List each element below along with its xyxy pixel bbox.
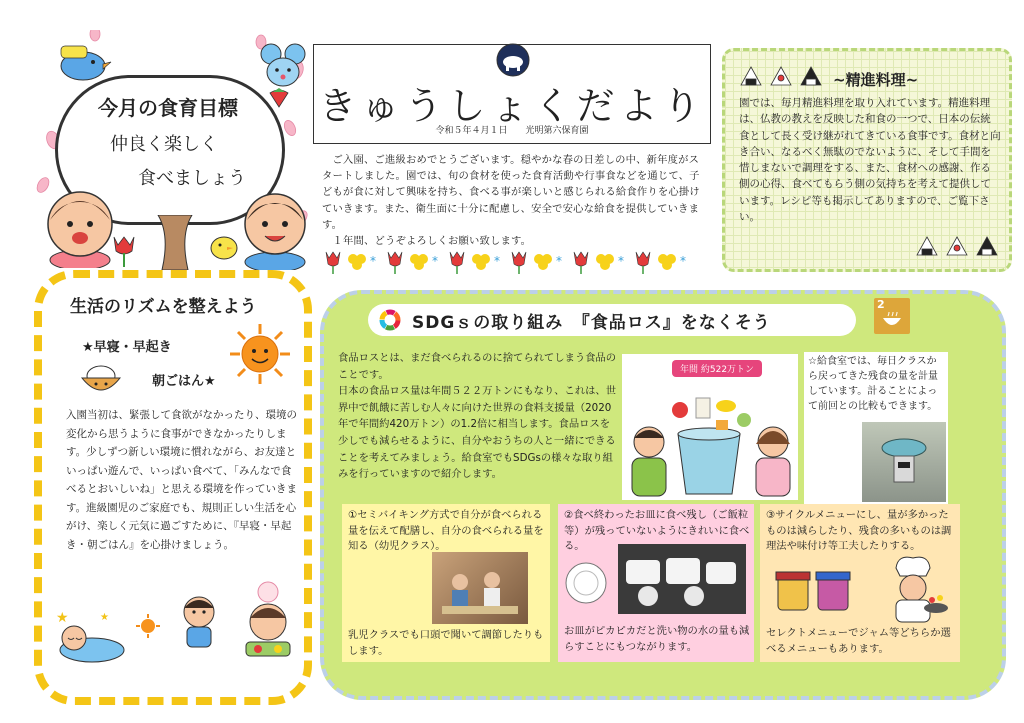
plates-icon xyxy=(624,552,740,608)
plate-icon xyxy=(562,560,610,606)
small-sun-icon xyxy=(136,614,160,638)
boy-illustration-icon xyxy=(626,424,672,498)
goal-heading: 今月の食育目標 xyxy=(98,96,238,120)
card-1-title: ①セミバイキング方式で自分が食べられる量を伝えて配膳し、自分の食べられる量を知る（幼児クラス）。 xyxy=(348,509,544,552)
food-loss-intro: 食品ロスとは、まだ食べられるのに捨てられてしまう食品のことです。 日本の食品ロス量は年間５２２万トンにもなり、これは、世界中で飢餓に苦しむ人々に向けた世界の食料支援量（2020年で年間約420万トン）の1.2倍に相当します。食品ロスを少しでも減らせるように、自分やおうちの人と一緒にできることを考えてみましょう。給食室でもSDGsの様々な取り組みを行っていますので紹介します。 xyxy=(338,352,617,481)
kitchen-note-text: ☆給食室では、毎日クラスから戻ってきた残食の量を計量しています。計ることによって前回との比較もできます。 xyxy=(808,356,938,412)
rhythm-body: 入園当初は、緊張して食欲がなかったり、環境の変化から思うように食事ができなかったりします。少しずつ新しい環境に慣れながら、お友達といっぱい遊んで、いっぱい食べて、「みんなで食べるとおいしいね」と思える環境を作っていきます。進級園児のご家庭でも、規則正しい生活を心がけ、楽しく元気に過ごすために、『早寝・早起き・朝ごはん』を心掛けましょう。 xyxy=(66,409,297,551)
girl-illustration-icon xyxy=(750,424,796,498)
boy-child-icon xyxy=(235,182,315,270)
shojin-heading: ~精進料理~ xyxy=(833,71,919,89)
scale-icon xyxy=(876,434,932,490)
bird-icon xyxy=(53,40,113,85)
empty-plates-photo xyxy=(618,544,746,614)
shojin-ryori-section xyxy=(722,48,1012,272)
shojin-body: 園では、毎月精進料理を取り入れています。精進料理は、仏教の教えを反映した和食の一つで、日本の伝統食として長く受け継がれてきている食事です。食材と向き合い、なるべく無駄のでないように、そして手間を惜しまないで調理をする、また、食材への感謝、作る側の心得、食べてもらう側の気持ちを考えて提供しています。レシピ等も掲示してありますので、ご覧下さい。 xyxy=(739,97,1001,224)
goal-line-2: 食べましょう xyxy=(138,168,246,189)
onigiri-icon-bottom xyxy=(915,235,1001,259)
illustration-label: 年間 約522万トン xyxy=(672,360,762,377)
sdg-goal-number: 2 xyxy=(877,298,885,311)
bowl-icon xyxy=(882,312,902,330)
svg-text:★: ★ xyxy=(56,610,69,626)
goal-section xyxy=(35,30,315,270)
card-1-bottom: 乳児クラスでも口頭で聞いて調節したりもします。 xyxy=(348,629,544,657)
sleeping-child-icon xyxy=(52,608,132,668)
action-card-2 xyxy=(558,504,754,662)
kitchen-measure-note xyxy=(804,352,948,504)
card-2-title: ②食べ終わったお皿に食べ残し（ご飯粒等）が残っていないようにきれいに食べる。 xyxy=(564,509,750,552)
life-rhythm-section xyxy=(34,270,312,705)
school-logo-icon xyxy=(496,43,530,77)
slogan-early: ★早寝・早起き xyxy=(82,340,172,355)
sdgs-wheel-icon xyxy=(378,308,402,332)
girl-child-icon xyxy=(40,180,120,268)
food-loss-illustration xyxy=(622,354,798,500)
greeting-text: ご入園、ご進級おめでとうございます。穏やかな春の日差しの中、新年度がスタートしました。園では、旬の食材を使った食育活動や行事食などを通じて、子どもが食に対して興味を持ち、食べる事が楽しいと感じられる給食作りを心掛けていきます。また、衛生面に十分に配慮し、安全で安心な給食を提供していきます。 １年間、どうぞよろしくお願い致します。 xyxy=(322,154,700,248)
card-3-title: ③サイクルメニューにし、量が多かったものは減らしたり、残食の多いものは調理法や味付け等工夫したりする。 xyxy=(766,509,952,552)
onigiri-icon xyxy=(739,65,825,89)
action-card-1 xyxy=(342,504,550,662)
issue-date: 令和５年４月１日 xyxy=(435,126,508,136)
children-serving-icon xyxy=(442,566,518,618)
flower-border-icon xyxy=(320,248,710,274)
jam-jars-icon xyxy=(774,570,854,614)
page-title: きゅうしょくだより xyxy=(318,84,706,128)
sun-icon xyxy=(230,324,290,384)
sdgs-banner xyxy=(368,304,856,336)
food-items-icon xyxy=(666,380,756,436)
card-2-bottom: お皿がピカピカだと洗い物の水の量も減らすことにもつながります。 xyxy=(564,625,750,653)
school-name: 光明第六保育園 xyxy=(525,126,589,136)
rhythm-heading: 生活のリズムを整えよう xyxy=(70,297,257,317)
rice-bowl-character-icon xyxy=(78,362,124,400)
sdgs-section xyxy=(320,290,1006,700)
sdg-goal-2-badge xyxy=(874,298,910,334)
slogan-breakfast: 朝ごはん★ xyxy=(152,374,216,389)
eating-child-icon xyxy=(238,578,298,666)
newsletter-header xyxy=(313,44,711,144)
buffet-photo xyxy=(432,552,528,624)
scale-photo xyxy=(862,422,946,502)
tree-trunk-icon xyxy=(140,215,210,270)
card-3-bottom: セレクトメニューでジャム等どちらか選べるメニューもあります。 xyxy=(766,627,951,655)
goal-line-1: 仲良く楽しく xyxy=(110,134,218,155)
running-child-icon xyxy=(174,594,224,660)
chef-icon xyxy=(878,554,948,624)
chick-icon xyxy=(207,230,241,262)
svg-text:*: * xyxy=(370,254,376,268)
issue-info xyxy=(314,123,710,136)
svg-text:★: ★ xyxy=(100,612,109,623)
tulip-icon xyxy=(110,235,138,267)
sdgs-title: SDGｓの取り組み 『食品ロス』をなくそう xyxy=(412,313,771,333)
action-card-3 xyxy=(760,504,960,662)
